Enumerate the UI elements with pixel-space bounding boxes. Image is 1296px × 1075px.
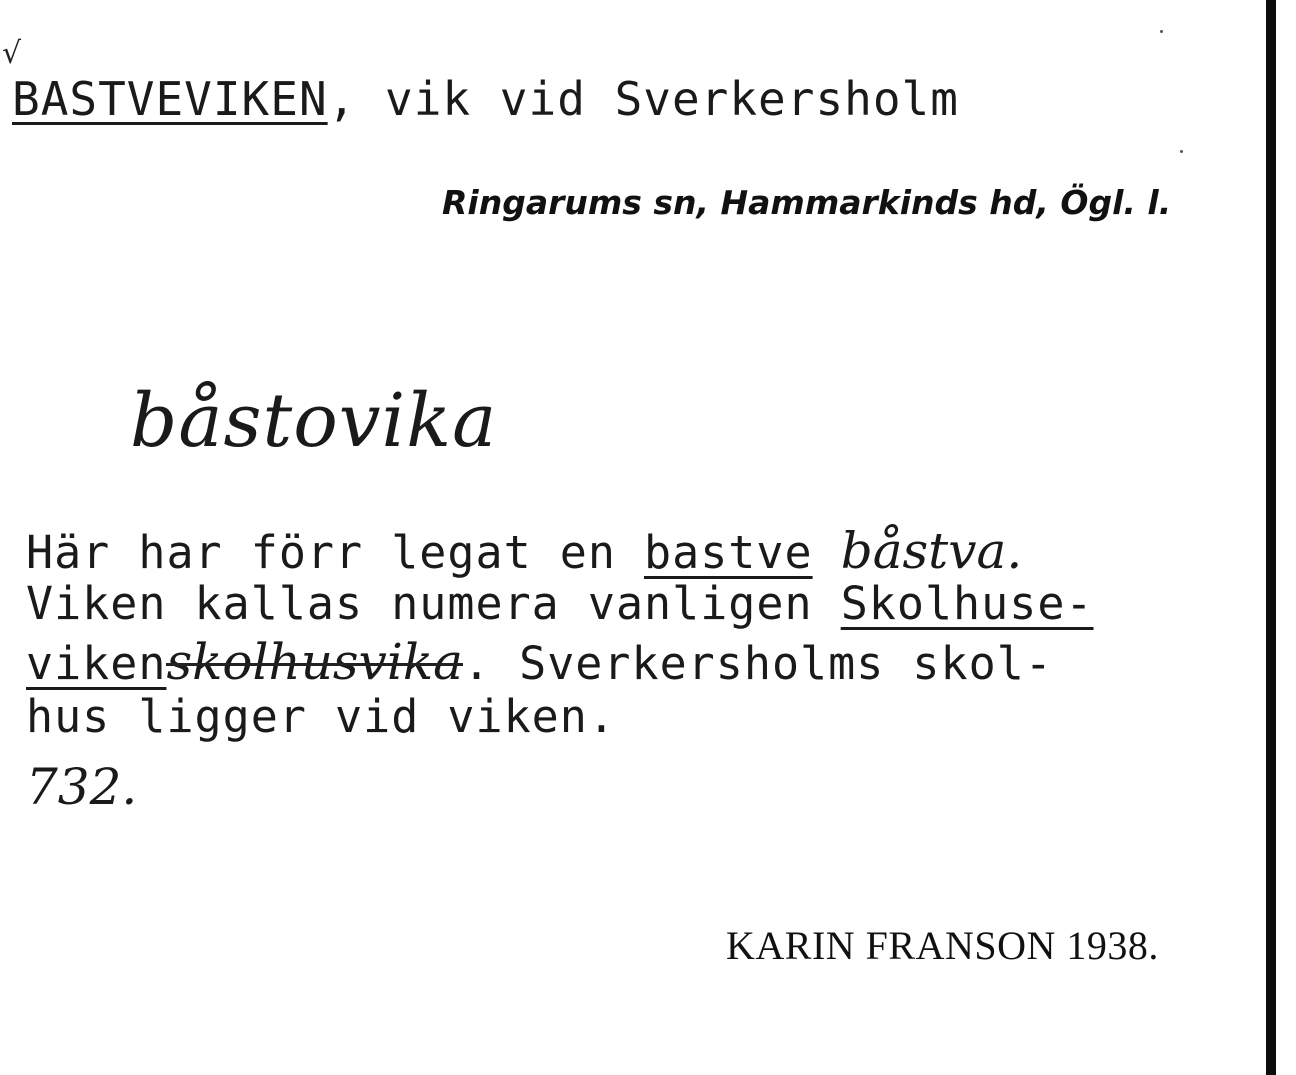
title-description: , vik vid Sverkersholm <box>327 72 959 126</box>
scan-speck <box>1160 30 1163 33</box>
check-mark: √ <box>2 36 22 71</box>
body-line-2 <box>26 577 1094 630</box>
body-line-3 <box>26 633 1053 691</box>
handwritten-bastva: båstva. <box>840 522 1023 580</box>
body-line-1-text: Här har förr legat en <box>26 526 645 579</box>
card-edge-border <box>1266 0 1276 1075</box>
scan-speck <box>1180 150 1183 153</box>
body-line-4: hus ligger vid viken. <box>26 690 616 743</box>
body-line-1 <box>26 522 1022 580</box>
title-keyword: BASTVEVIKEN <box>12 72 328 126</box>
body-line-3-text: . Sverkersholms skol- <box>462 637 1053 690</box>
handwritten-skolhusvika: skolhusvika <box>166 633 463 691</box>
signature: KARIN FRANSON 1938. <box>726 923 1159 968</box>
underlined-word-viken: viken <box>26 637 167 690</box>
card-title <box>12 72 959 126</box>
location-line: Ringarums sn, Hammarkinds hd, Ögl. l. <box>442 183 1172 222</box>
card-number: 732. <box>26 758 138 816</box>
dialect-form-handwritten: båstovika <box>130 378 498 464</box>
underlined-word-skolhuse: Skolhuse- <box>840 577 1094 630</box>
body-line-2-text: Viken kallas numera vanligen <box>26 577 841 630</box>
underlined-word-bastve: bastve <box>644 526 813 579</box>
